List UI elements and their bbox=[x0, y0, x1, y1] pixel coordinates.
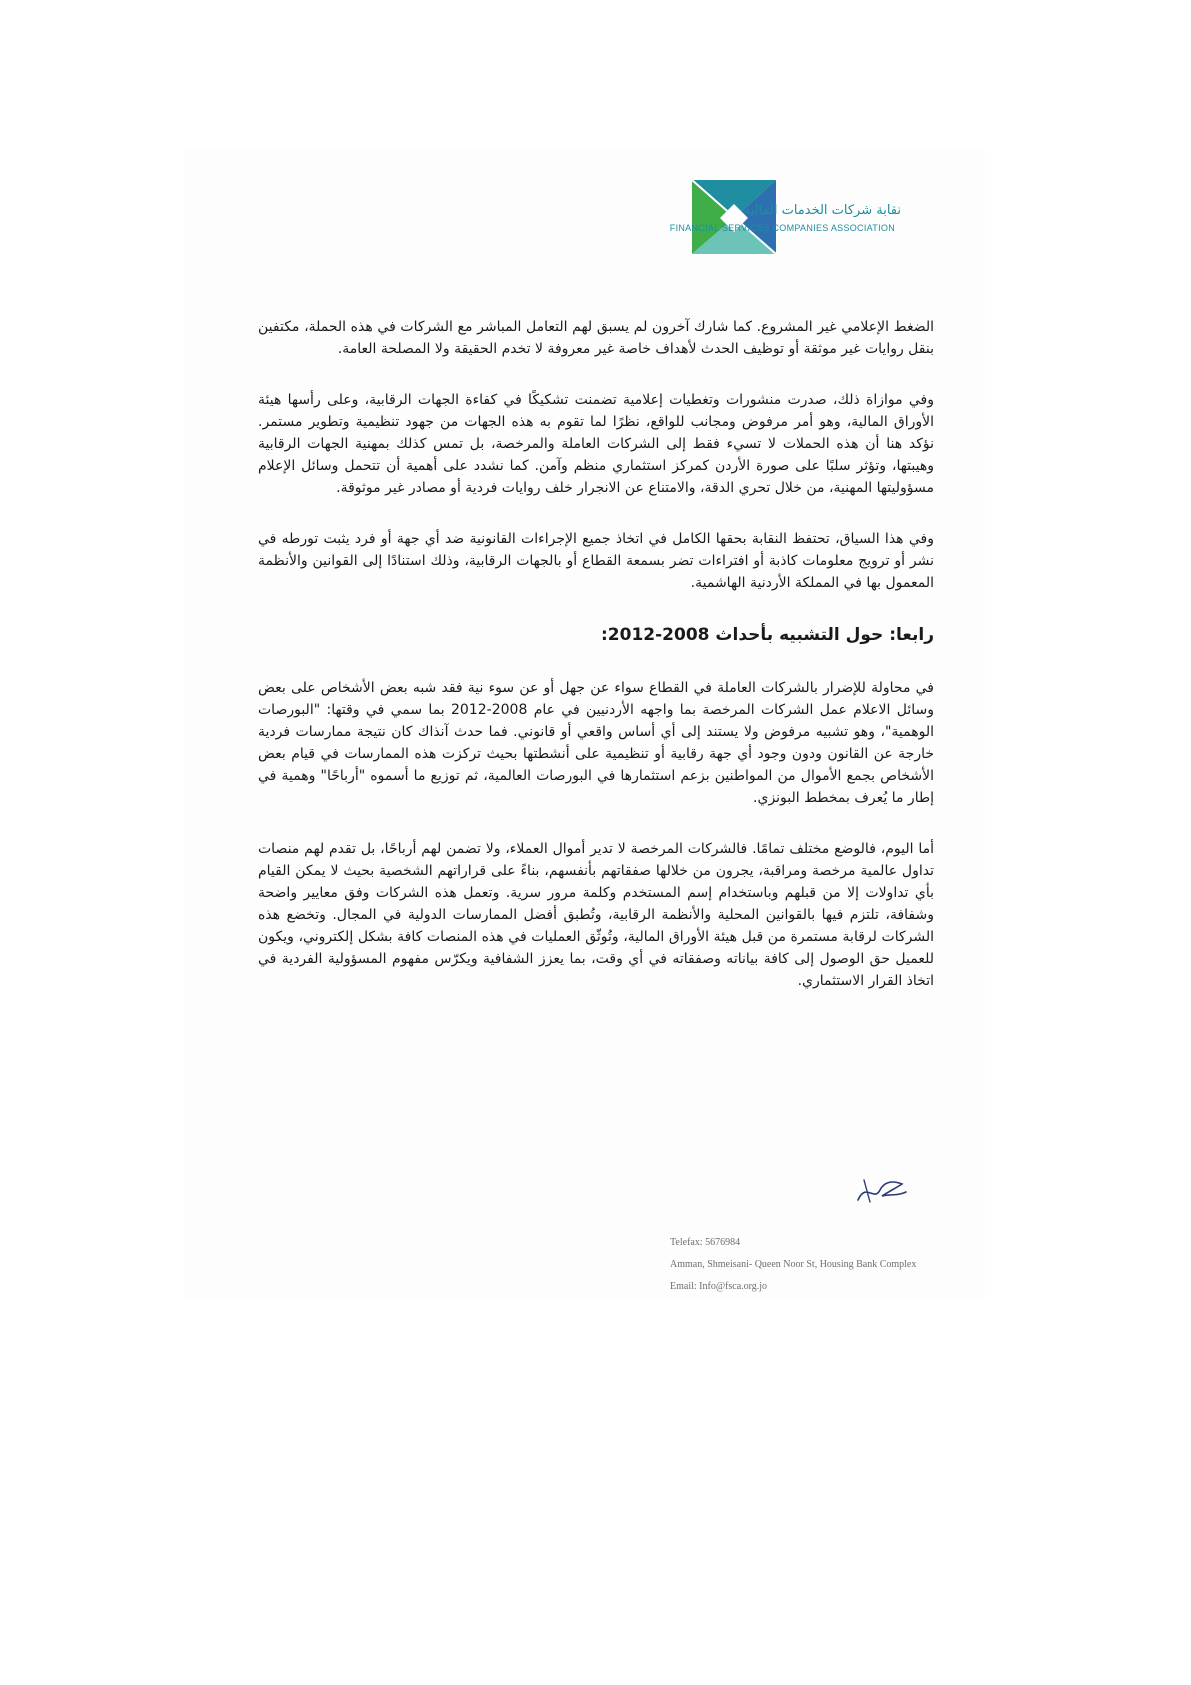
org-name-english: FINANCIAL SERVICES COMPANIES ASSOCIATION bbox=[669, 223, 895, 233]
email-line: Email: Info@fsca.org.jo bbox=[670, 1281, 768, 1292]
section-heading: رابعا: حول التشبيه بأحداث 2008-2012: bbox=[600, 625, 934, 645]
telefax-line: Telefax: 5676984 bbox=[670, 1237, 741, 1248]
paragraph-2: وفي موازاة ذلك، صدرت منشورات وتغطيات إعلامية تضمنت تشكيكًا في كفاءة الجهات الرقابية، وعلى رأسها هيئة الأوراق المالية، وهو أمر مرفوض ومجانب للواقع، نظرًا لما تقوم به هذه الجهات من جهود تنظيمية وتطوير مستمر. نؤكد هنا أن هذه الحملات لا تسيء فقط إلى الشركات العاملة والمرخصة، بل تمس كذلك بمهنية الجهات الرقابية وهيبتها، وتؤثر سلبًا على صورة الأردن كمركز استثماري منظم وآمن. كما نشدد على أهمية أن تتحمل وسائل الإعلام مسؤوليتها المهنية، من خلال تحري الدقة، والامتناع عن الانجرار خلف روايات فردية أو مصادر غير موثوقة. bbox=[258, 392, 934, 496]
org-name-arabic: نقابة شركات الخدمات المالية bbox=[743, 203, 901, 218]
paragraph-4: في محاولة للإضرار بالشركات العاملة في القطاع سواء عن جهل أو عن سوء نية فقد شبه بعض الأشخاص على بعض وسائل الاعلام عمل الشركات المرخصة بما واجهه الأردنيين في عام 2008-2012 بما سمي في وقتها: "البورصات الوهمية"، وهو تشبيه مرفوض ولا يستند إلى أي أساس واقعي أو قانوني. فما حدث آنذاك كان نتيجة ممارسات فردية خارجة عن القانون ودون وجود أي جهة رقابية أو تنظيمية على أنشطتها بحيث تركزت هذه الممارسات في قيام بعض الأشخاص بجمع الأموال من المواطنين بزعم استثمارها في البورصات العالمية، ثم توزيع ما أسموه "أرباحًا" وهمية في إطار ما يُعرف بمخطط البونزي. bbox=[258, 680, 934, 806]
contact-block bbox=[670, 1232, 990, 1298]
paragraph-1: الضغط الإعلامي غير المشروع. كما شارك آخرون لم يسبق لهم التعامل المباشر مع الشركات في هذه الحملة، مكتفين بنقل روايات غير موثقة أو توظيف الحدث لأهداف خاصة غير معروفة لا تخدم الحقيقة ولا المصلحة العامة. bbox=[258, 319, 934, 357]
paragraph-3: وفي هذا السياق، تحتفظ النقابة بحقها الكامل في اتخاذ جميع الإجراءات القانونية ضد أي جهة أو فرد يثبت تورطه في نشر أو ترويج معلومات كاذبة أو افتراءات تضر بسمعة القطاع أو بالجهات الرقابية، وذلك استنادًا إلى القوانين والأنظمة المعمول بها في المملكة الأردنية الهاشمية. bbox=[258, 531, 934, 591]
address-line: Amman, Shmeisani- Queen Noor St, Housing Bank Complex bbox=[670, 1259, 917, 1270]
letter-body bbox=[258, 316, 934, 1021]
paragraph-5: أما اليوم، فالوضع مختلف تمامًا. فالشركات المرخصة لا تدير أموال العملاء، ولا تضمن لهم أرباحًا، بل تقدم لهم منصات تداول عالمية مرخصة ومراقبة، يجرون من خلالها صفقاتهم بأنفسهم، بناءً على قراراتهم الشخصية بحيث لا يمكن القيام بأي تداولات إلا من قبلهم وباستخدام إسم المستخدم وكلمة مرور سرية. وتعمل هذه الشركات وفق معايير واضحة وشفافة، تلتزم فيها بالقوانين المحلية والأنظمة الرقابية، وتُطبق أفضل الممارسات الدولية في المجال. وتخضع هذه الشركات لرقابة مستمرة من قبل هيئة الأوراق المالية، وتُوثّق العمليات في هذه المنصات كافة بشكل إلكتروني، ويكون للعميل حق الوصول إلى كافة بياناته وصفقاته في أي وقت، بما يعزز الشفافية ويكرّس مفهوم المسؤولية الفردية في اتخاذ القرار الاستثماري. bbox=[258, 841, 934, 989]
signature-icon bbox=[852, 1172, 912, 1208]
